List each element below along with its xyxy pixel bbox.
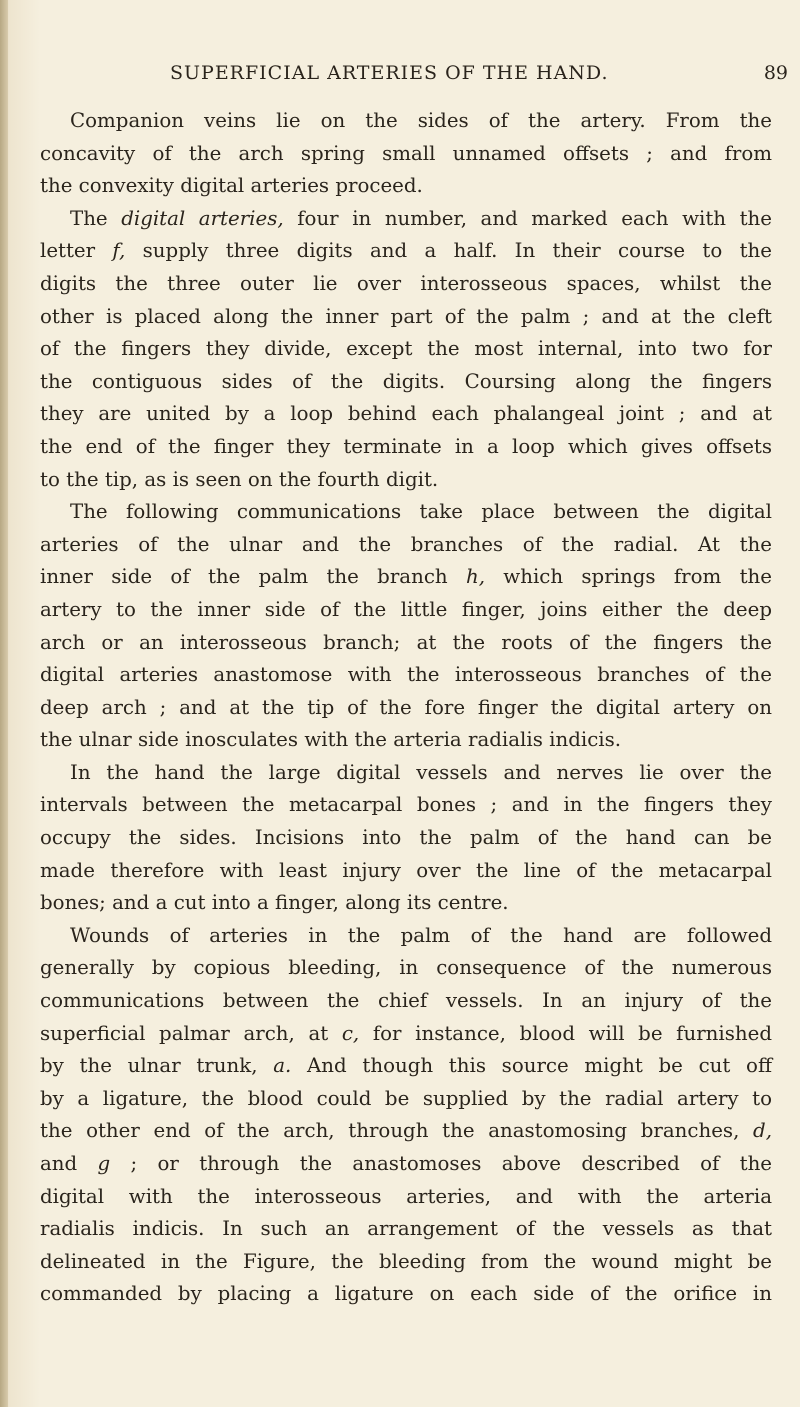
- text-run: the other end of the arch, through the anastomosing branches,: [40, 1119, 754, 1143]
- text-line: generally by copious bleeding, in consequence of the numerous: [40, 956, 772, 980]
- italic-letter: f,: [112, 239, 126, 263]
- text-run: four in number, and marked each with the: [283, 206, 772, 230]
- text-line: communications between the chief vessels. In an injury of the: [40, 989, 772, 1013]
- italic-letter: g: [97, 1152, 111, 1175]
- text-line: by a ligature, the blood could be supplied by the radial artery to: [40, 1086, 772, 1110]
- italic-letter: a.: [273, 1054, 292, 1078]
- text-line: [40, 561, 772, 594]
- text-line: to the tip, as is seen on the fourth digit.: [40, 467, 439, 491]
- text-run: and: [40, 1152, 98, 1175]
- text-line: The following communications take place between the digital: [70, 500, 772, 524]
- text-line: Companion veins lie on the sides of the artery. From the: [70, 109, 772, 132]
- text-run: And though this source might be cut off: [291, 1054, 772, 1078]
- italic-letter: h,: [465, 565, 485, 589]
- text-line: [40, 1018, 772, 1051]
- text-line: arch or an interosseous branch; at the roots of the fingers the: [40, 630, 772, 654]
- italic-letter: d,: [753, 1119, 772, 1143]
- text-line: [40, 1115, 772, 1148]
- text-line: made therefore with least injury over the line of the metacarpal: [40, 858, 772, 882]
- text-line: delineated in the Figure, the bleeding from the wound might be: [40, 1249, 772, 1273]
- page-number: 89: [763, 62, 788, 84]
- text-run: supply three digits and a half. In their course to the: [125, 239, 772, 263]
- text-line: they are united by a loop behind each phalangeal joint ; and at: [40, 402, 772, 426]
- running-head: [0, 62, 800, 86]
- text-line: bones; and a cut into a finger, along its centre.: [40, 891, 509, 915]
- text-run: which springs from the: [484, 565, 772, 589]
- text-run: by the ulnar trunk,: [40, 1054, 274, 1078]
- text-line: commanded by placing a ligature on each side of the orifice in: [40, 1282, 772, 1306]
- text-run: inner side of the palm the branch: [40, 565, 466, 589]
- text-line: [40, 1050, 772, 1083]
- page-gutter: [0, 0, 8, 1407]
- italic-letter: c,: [341, 1021, 360, 1045]
- text-line: occupy the sides. Incisions into the palm of the hand can be: [40, 826, 772, 850]
- text-line: the contiguous sides of the digits. Coursing along the fingers: [40, 369, 772, 393]
- text-line: In the hand the large digital vessels and nerves lie over the: [70, 760, 772, 784]
- text-line: of the fingers they divide, except the most internal, into two for: [40, 337, 772, 361]
- text-line: [40, 1148, 772, 1181]
- text-line: Wounds of arteries in the palm of the hand are followed: [70, 923, 772, 947]
- text-line: the ulnar side inosculates with the arteria radialis indicis.: [40, 728, 622, 752]
- italic-term: digital arteries,: [121, 206, 284, 230]
- text-line: arteries of the ulnar and the branches of the radial. At the: [40, 532, 772, 556]
- body-text: [40, 105, 772, 1311]
- text-line: other is placed along the inner part of the palm ; and at the cleft: [40, 304, 772, 328]
- text-run: superficial palmar arch, at: [40, 1021, 342, 1045]
- text-line: deep arch ; and at the tip of the fore finger the digital artery on: [40, 695, 772, 719]
- running-title: SUPERFICIAL ARTERIES OF THE HAND.: [170, 62, 609, 84]
- text-line: the convexity digital arteries proceed.: [40, 174, 423, 198]
- text-line: [40, 203, 772, 236]
- text-line: intervals between the metacarpal bones ; and in the fingers they: [40, 793, 772, 817]
- text-run: for instance, blood will be furnished: [359, 1021, 772, 1045]
- text-line: digital with the interosseous arteries, and with the arteria: [40, 1184, 772, 1208]
- text-line: digital arteries anastomose with the interosseous branches of the: [40, 663, 772, 687]
- text-line: digits the three outer lie over interosseous spaces, whilst the: [40, 271, 772, 295]
- text-line: concavity of the arch spring small unnamed offsets ; and from: [40, 141, 772, 165]
- text-run: The: [70, 206, 122, 230]
- text-line: radialis indicis. In such an arrangement of the vessels as that: [40, 1217, 772, 1241]
- text-run: ; or through the anastomoses above described of the: [110, 1152, 773, 1175]
- text-line: the end of the finger they terminate in a loop which gives offsets: [40, 434, 772, 458]
- text-line: [40, 235, 772, 268]
- text-line: artery to the inner side of the little finger, joins either the deep: [40, 597, 772, 621]
- text-run: letter: [40, 239, 113, 263]
